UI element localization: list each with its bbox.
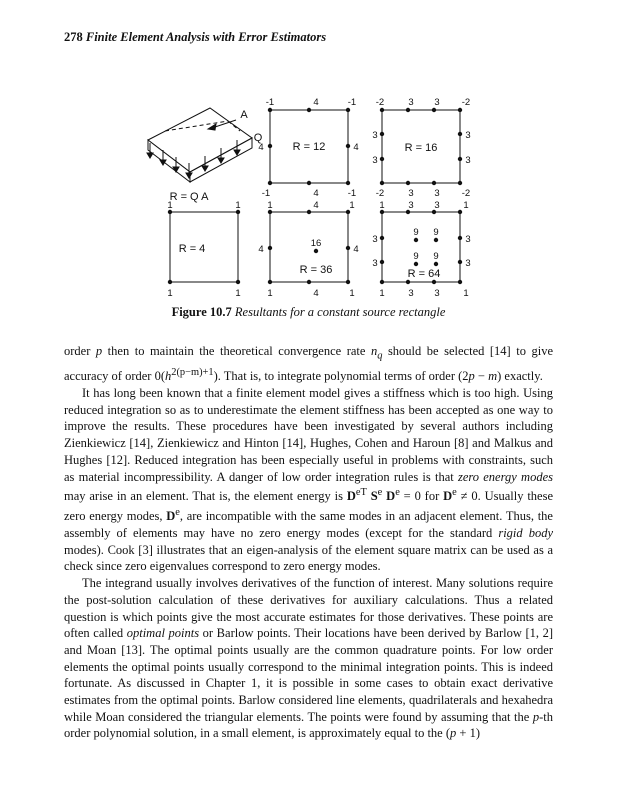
node-point — [380, 236, 384, 240]
node-value-label: 1 — [463, 288, 469, 299]
node-point — [432, 280, 436, 284]
node-point — [346, 108, 350, 112]
node-value-label: 4 — [313, 97, 319, 108]
node-point — [414, 262, 418, 266]
caption-title: Resultants for a constant source rectangle — [234, 305, 446, 319]
node-value-label: 3 — [434, 97, 440, 108]
node-value-label: 3 — [465, 155, 471, 166]
node-point — [346, 181, 350, 185]
node-point — [307, 280, 311, 284]
paragraph-1: order p then to maintain the theoretical convergence rate $n_q$ should be selected [14] to give accuracy of order $0(h^{2(p-m)+1})$. That is, to integrate polynomial terms of order (2p − m) exactly. — [64, 344, 553, 384]
node-value-label: 4 — [313, 288, 319, 299]
slab-drawing — [147, 108, 252, 182]
node-value-label: 9 — [433, 251, 439, 262]
node-value-label: 1 — [267, 288, 273, 299]
node-value-label: 9 — [413, 251, 419, 262]
node-value-label: -2 — [461, 97, 471, 108]
node-point — [458, 236, 462, 240]
node-point — [268, 108, 272, 112]
node-value-label: 3 — [434, 288, 440, 299]
node-point — [268, 280, 272, 284]
node-point — [458, 210, 462, 214]
node-point — [307, 181, 311, 185]
node-point — [346, 280, 350, 284]
node-value-label: 1 — [267, 200, 273, 211]
result-r12: R = 12 — [292, 141, 326, 153]
node-point — [314, 249, 318, 253]
figure-10-7 — [0, 0, 617, 320]
result-r4: R = 4 — [178, 243, 206, 255]
node-point — [432, 108, 436, 112]
node-value-label: 1 — [379, 200, 385, 211]
node-point — [346, 144, 350, 148]
result-r36: R = 36 — [299, 264, 333, 276]
node-value-label: 3 — [372, 258, 378, 269]
node-point — [307, 108, 311, 112]
paragraph-3: The integrand usually involves derivatives of the function of interest. Many solutions require the post-solution calculation of these derivatives for auxiliary calculations. Thus a related question is which points give the most accurate estimates for those derivatives. These points are often called optimal points or Barlow points. Their locations have been derived by Barlow [1, 2] and Moan [13]. The optimal points usually are the common quadrature points. For low order elements the optimal points usually correspond to the minimal integration points. This is indeed fortunate. As discussed in Chapter 1, it is possible in some cases to obtain exact derivative estimates from the optimal points. Barlow considered line elements, quadrilaterals and hexahedra while Moan considered the triangular elements. The points were found by assuming that the p-th order polynomial solution, in a small element, is approximately equal to the (p + 1) — [64, 576, 553, 741]
result-r64: R = 64 — [407, 268, 441, 280]
paragraph-2: It has long been known that a finite element model gives a stiffness which is too high. Using reduced integration so as to underestimate the element stiffness has been accepted as one way to improve the results. These procedures have been investigated by several authors including Zienkiewicz [14], Zienkiewicz and Hinton [14], Hughes, Cohen and Haroun [8] and Malkus and Hughes [12]. Reduced integration has been especially useful in problems with constraints, such as material incompressibility. A danger of low order integration rules is that zero energy modes may arise in an element. That is, the element energy is $D^{eT}$ $S^e$ $D^e = 0$ for $D^e \ne 0$. Usually these zero energy modes, De, are incompatible with the same modes in an adjacent element. Thus, the assembly of elements may have no zero energy modes (except for the standard rigid body modes). Cook [3] illustrates that an eigen-analysis of the element square matrix can be used as a check since zero eigenvalues correspond to zero energy modes. — [64, 386, 554, 574]
label-a: A — [240, 109, 248, 121]
node-value-label: 3 — [434, 200, 440, 211]
node-value-label: 3 — [372, 234, 378, 245]
node-point — [434, 238, 438, 242]
node-point — [307, 210, 311, 214]
node-value-label: 3 — [408, 288, 414, 299]
node-point — [380, 181, 384, 185]
node-point — [268, 181, 272, 185]
node-point — [236, 280, 240, 284]
node-value-label: 1 — [463, 200, 469, 211]
node-value-label: 9 — [413, 227, 419, 238]
node-point — [268, 246, 272, 250]
node-value-label: -1 — [265, 97, 275, 108]
result-r16: R = 16 — [404, 142, 438, 154]
node-value-label: 1 — [349, 200, 355, 211]
node-point — [380, 132, 384, 136]
node-value-label: 3 — [408, 200, 414, 211]
node-value-label: -2 — [375, 97, 385, 108]
node-point — [380, 260, 384, 264]
node-value-label: 4 — [258, 244, 264, 255]
node-value-label: 1 — [167, 288, 173, 299]
node-value-label: 3 — [434, 188, 440, 199]
node-point — [168, 280, 172, 284]
node-point — [406, 181, 410, 185]
node-point — [458, 108, 462, 112]
node-value-label: 3 — [372, 155, 378, 166]
node-value-label: 4 — [353, 142, 359, 153]
label-q: Q — [253, 132, 263, 144]
node-value-label: -2 — [375, 188, 385, 199]
node-value-label: 9 — [433, 227, 439, 238]
node-value-label: 3 — [465, 258, 471, 269]
node-value-label: -1 — [347, 188, 357, 199]
node-value-label: 1 — [167, 200, 173, 211]
node-value-label: -2 — [461, 188, 471, 199]
label-r-qa: R = Q A — [169, 191, 209, 203]
node-value-label: 3 — [408, 188, 414, 199]
node-value-label: 16 — [310, 238, 322, 249]
node-point — [406, 280, 410, 284]
node-value-label: 1 — [349, 288, 355, 299]
node-value-label: 1 — [235, 200, 241, 211]
node-value-label: 4 — [258, 142, 264, 153]
node-point — [414, 238, 418, 242]
node-value-label: 4 — [353, 244, 359, 255]
node-value-label: 4 — [313, 188, 319, 199]
node-value-label: 4 — [313, 200, 319, 211]
running-title: Finite Element Analysis with Error Estimators — [85, 30, 327, 44]
caption-label: Figure 10.7 — [171, 305, 232, 319]
node-point — [434, 262, 438, 266]
node-point — [380, 108, 384, 112]
node-value-label: -1 — [261, 188, 271, 199]
node-value-label: 1 — [379, 288, 385, 299]
node-value-label: 3 — [372, 130, 378, 141]
page-number: 278 — [64, 30, 83, 44]
node-point — [268, 144, 272, 148]
node-point — [458, 181, 462, 185]
node-point — [458, 157, 462, 161]
node-value-label: -1 — [347, 97, 357, 108]
node-point — [346, 246, 350, 250]
node-value-label: 3 — [408, 97, 414, 108]
node-point — [406, 108, 410, 112]
node-point — [432, 181, 436, 185]
figure-caption — [0, 305, 617, 320]
load-arrow-head — [147, 153, 153, 158]
node-point — [380, 280, 384, 284]
node-point — [380, 157, 384, 161]
node-value-label: 1 — [235, 288, 241, 299]
node-point — [458, 132, 462, 136]
node-point — [458, 260, 462, 264]
node-value-label: 3 — [465, 234, 471, 245]
node-value-label: 3 — [465, 130, 471, 141]
body-text — [64, 343, 553, 742]
node-point — [458, 280, 462, 284]
